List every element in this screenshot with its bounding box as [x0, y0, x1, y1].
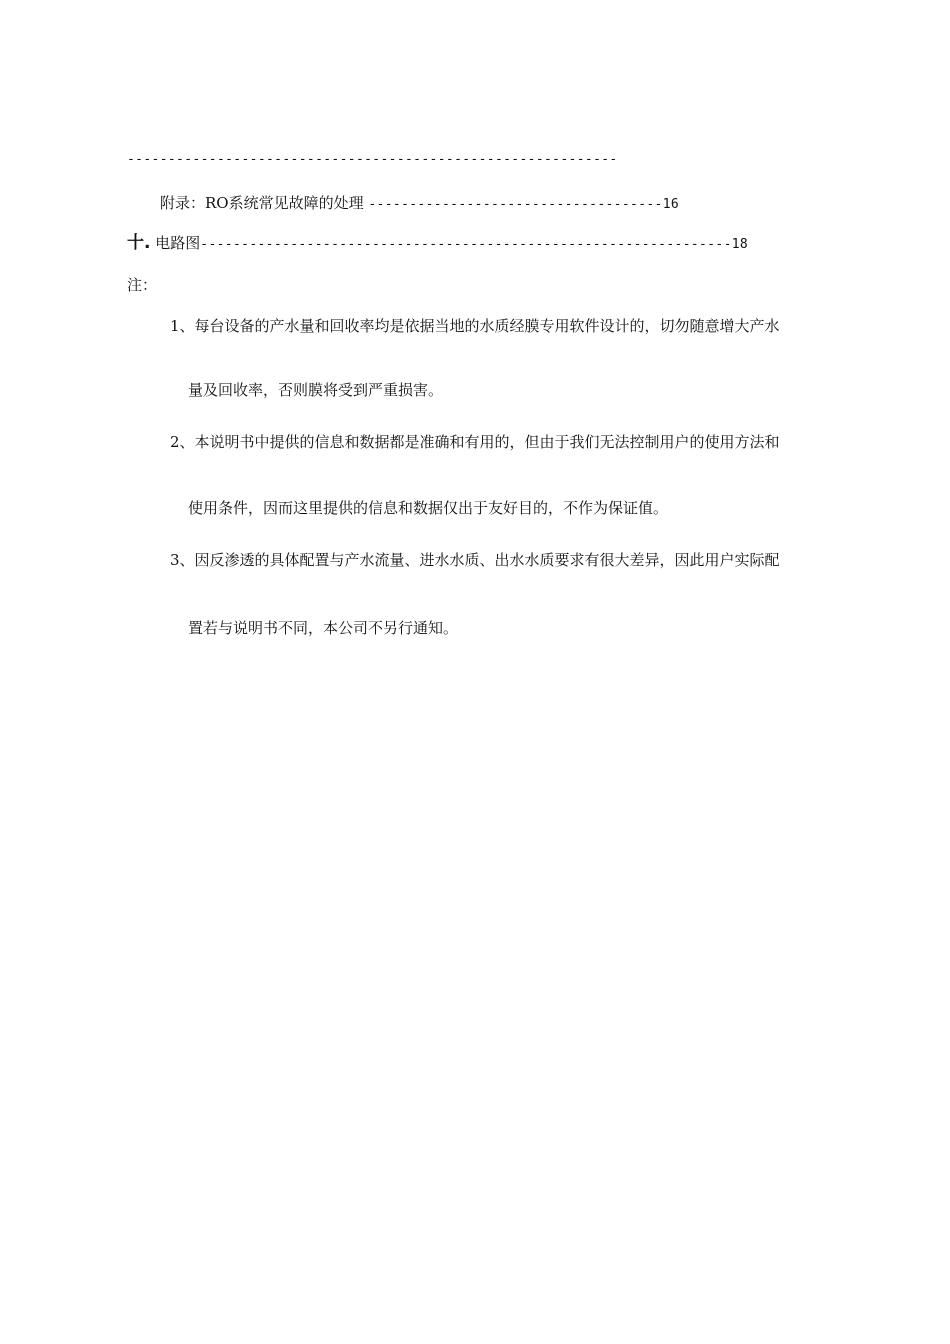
toc-appendix-page: 16	[662, 197, 680, 212]
note-3-line-1: 3、因反渗透的具体配置与产水流量、进水水质、出水水质要求有很大差异，因此用户实际配	[170, 551, 780, 569]
notes-label: 注：	[127, 276, 158, 294]
note-2-line-2: 使用条件，因而这里提供的信息和数据仅出于友好目的，不作为保证值。	[188, 499, 669, 517]
toc-entry-appendix	[160, 193, 679, 215]
note-1-line-1: 1、每台设备的产水量和回收率均是依据当地的水质经膜专用软件设计的，切勿随意增大产水	[170, 317, 780, 335]
toc-section-leader: -----------------------------------------------------------------	[200, 237, 732, 252]
toc-appendix-leader: ------------------------------------	[368, 197, 663, 212]
note-2-line-1: 2、本说明书中提供的信息和数据都是准确和有用的，但由于我们无法控制用户的使用方法和	[170, 433, 780, 451]
note-1-line-2: 量及回收率，否则膜将受到严重损害。	[188, 381, 444, 399]
toc-appendix-title: 附录：RO系统常见故障的处理	[160, 194, 364, 212]
toc-section-page: 18	[731, 237, 749, 252]
toc-entry-section-10	[127, 233, 748, 255]
toc-section-title: 电路图	[155, 234, 201, 252]
note-3-line-2: 置若与说明书不同，本公司不另行通知。	[188, 619, 459, 637]
toc-leader-continuation: ------------------------------------------------------------	[127, 152, 618, 167]
toc-section-number: 十.	[127, 233, 151, 253]
